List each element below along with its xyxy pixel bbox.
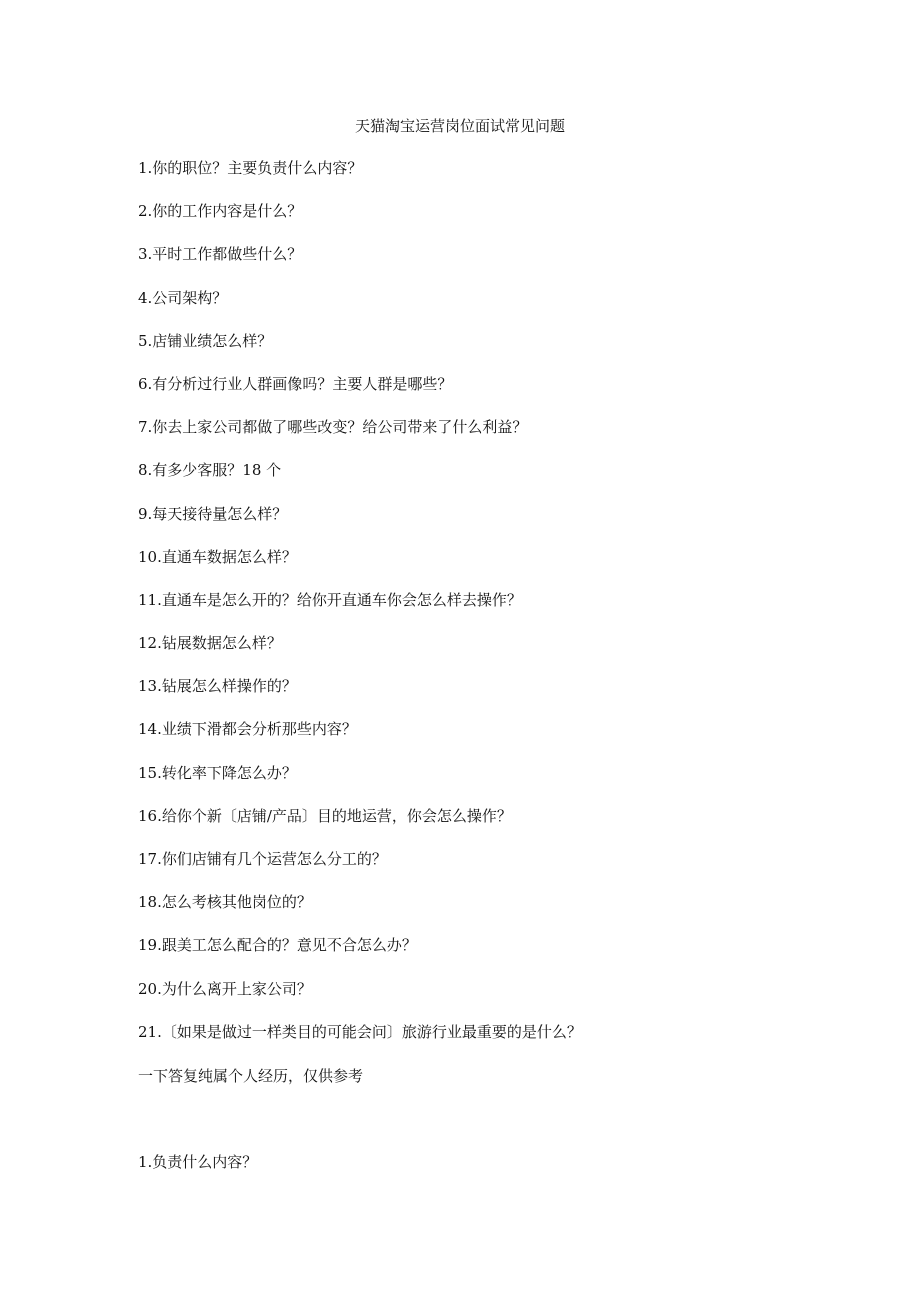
question-item: 3.平时工作都做些什么？ bbox=[138, 245, 303, 264]
question-item: 7.你去上家公司都做了哪些改变？给公司带来了什么利益？ bbox=[138, 418, 528, 437]
question-item: 8.有多少客服？18 个 bbox=[138, 461, 282, 480]
question-item: 2.你的工作内容是什么？ bbox=[138, 202, 303, 221]
question-item: 1.你的职位？主要负责什么内容？ bbox=[138, 159, 363, 177]
question-item: 4.公司架构？ bbox=[138, 288, 228, 307]
answer-section bbox=[138, 1151, 858, 1173]
question-item: 9.每天接待量怎么样？ bbox=[138, 504, 288, 523]
question-item: 18.怎么考核其他岗位的？ bbox=[138, 893, 312, 912]
question-item: 6.有分析过行业人群画像吗？主要人群是哪些？ bbox=[138, 374, 453, 393]
question-item: 10.直通车数据怎么样？ bbox=[138, 547, 297, 566]
question-item: 11.直通车是怎么开的？给你开直通车你会怎么样去操作？ bbox=[138, 590, 522, 609]
answer-heading: 1.负责什么内容？ bbox=[138, 1153, 258, 1171]
question-item: 21.〔如果是做过一样类目的可能会问〕旅游行业最重要的是什么？ bbox=[138, 1022, 582, 1041]
question-item: 19.跟美工怎么配合的？意见不合怎么办？ bbox=[138, 936, 417, 955]
question-item: 15.转化率下降怎么办？ bbox=[138, 763, 297, 782]
question-item: 5.店铺业绩怎么样？ bbox=[138, 331, 273, 350]
question-item: 12.钻展数据怎么样？ bbox=[138, 634, 282, 653]
question-item: 16.给你个新〔店铺/产品〕目的地运营，你会怎么操作？ bbox=[138, 806, 512, 825]
question-item: 13.钻展怎么样操作的？ bbox=[138, 677, 297, 696]
question-item: 20.为什么离开上家公司？ bbox=[138, 979, 312, 998]
question-item: 17.你们店铺有几个运营怎么分工的？ bbox=[138, 850, 387, 868]
document-title: 天猫淘宝运营岗位面试常见问题 bbox=[354, 117, 565, 135]
disclaimer-note: 一下答复纯属个人经历，仅供参考 bbox=[138, 1067, 364, 1085]
question-item: 14.业绩下滑都会分析那些内容？ bbox=[138, 720, 357, 739]
question-list bbox=[138, 157, 858, 1064]
